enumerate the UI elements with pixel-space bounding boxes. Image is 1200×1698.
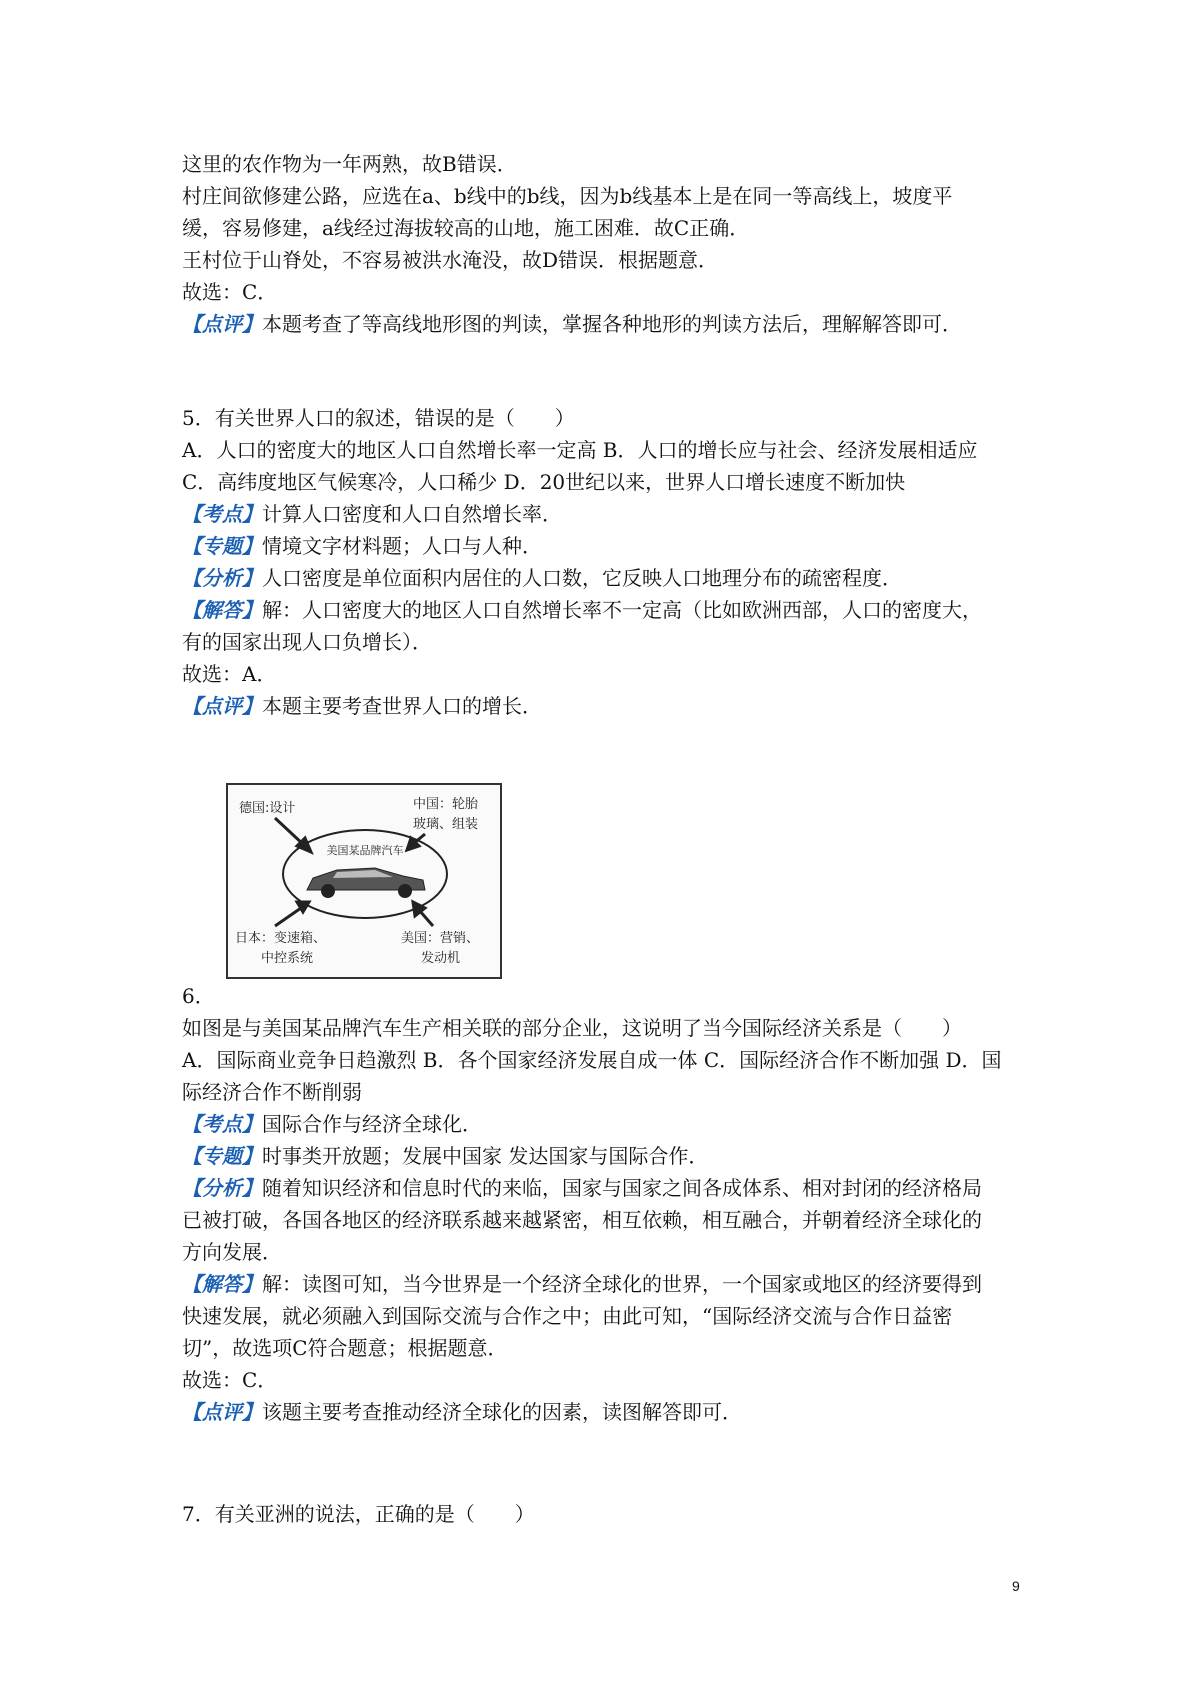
question-5-options-2: C．高纬度地区气候寒冷，人口稀少 D．20世纪以来，世界人口增长速度不断加快	[182, 470, 906, 494]
text-line: 切”，故选项C符合题意；根据题意．	[182, 1336, 508, 1360]
figure-label-germany: 德国:设计	[239, 801, 296, 816]
comment-text: 本题主要考查世界人口的增长．	[262, 694, 542, 718]
kaodian-tag: 【考点】	[182, 502, 262, 526]
comment-tag: 【点评】	[182, 1400, 262, 1424]
text-line: 快速发展，就必须融入到国际交流与合作之中；由此可知，“国际经济交流与合作日益密	[182, 1304, 953, 1328]
zhuanti-line	[182, 530, 542, 562]
fenxi-text: 随着知识经济和信息时代的来临，国家与国家之间各成体系、相对封闭的经济格局	[262, 1176, 982, 1200]
kaodian-line	[182, 1108, 482, 1140]
kaodian-line	[182, 498, 562, 530]
text-line: 缓，容易修建，a线经过海拔较高的山地，施工困难．故C正确．	[182, 216, 750, 240]
jieda-line	[182, 594, 982, 626]
zhuanti-line	[182, 1140, 708, 1172]
comment-tag: 【点评】	[182, 312, 262, 336]
text-line: 村庄间欲修建公路，应选在a、b线中的b线，因为b线基本上是在同一等高线上，坡度平	[182, 184, 953, 208]
fenxi-line	[182, 1172, 982, 1204]
figure-label-china-1: 中国：轮胎	[413, 797, 479, 812]
fenxi-text: 人口密度是单位面积内居住的人口数，它反映人口地理分布的疏密程度．	[262, 566, 902, 590]
answer-line: 故选：C．	[182, 1368, 278, 1392]
text-line: 已被打破，各国各地区的经济联系越来越紧密，相互依赖，相互融合，并朝着经济全球化的	[182, 1208, 982, 1232]
answer-line: 故选：A．	[182, 662, 277, 686]
jieda-tag: 【解答】	[182, 598, 262, 622]
question-5-options-1: A．人口的密度大的地区人口自然增长率一定高 B．人口的增长应与社会、经济发展相适应	[182, 438, 978, 462]
question-6-stem: 如图是与美国某品牌汽车生产相关联的部分企业，这说明了当今国际经济关系是（ ）	[182, 1016, 962, 1040]
fenxi-tag: 【分析】	[182, 1176, 262, 1200]
question-7: 7．有关亚洲的说法，正确的是（ ）	[182, 1502, 535, 1526]
comment-line	[182, 308, 962, 340]
page-number: 9	[1012, 1578, 1020, 1594]
comment-tag: 【点评】	[182, 694, 262, 718]
answer-line: 故选：C．	[182, 280, 278, 304]
text-line: 方向发展．	[182, 1240, 282, 1264]
figure-label-usa-2: 发动机	[421, 951, 461, 966]
kaodian-tag: 【考点】	[182, 1112, 262, 1136]
zhuanti-text: 时事类开放题；发展中国家 发达国家与国际合作．	[262, 1144, 709, 1168]
comment-line	[182, 690, 542, 722]
kaodian-text: 计算人口密度和人口自然增长率．	[262, 502, 562, 526]
text-line: 王村位于山脊处，不容易被洪水淹没，故D错误．根据题意．	[182, 248, 719, 272]
car-supply-chain-figure	[225, 782, 503, 980]
comment-text: 本题考查了等高线地形图的判读，掌握各种地形的判读方法后，理解解答即可．	[262, 312, 962, 336]
text-line: 这里的农作物为一年两熟，故B错误．	[182, 152, 517, 176]
fenxi-tag: 【分析】	[182, 566, 262, 590]
zhuanti-tag: 【专题】	[182, 534, 262, 558]
jieda-tag: 【解答】	[182, 1272, 262, 1296]
zhuanti-tag: 【专题】	[182, 1144, 262, 1168]
fenxi-line	[182, 562, 902, 594]
zhuanti-text: 情境文字材料题；人口与人种．	[262, 534, 542, 558]
text-line: 有的国家出现人口负增长）．	[182, 630, 432, 654]
figure-label-china-2: 玻璃、组装	[413, 817, 479, 832]
jieda-text: 解：读图可知，当今世界是一个经济全球化的世界，一个国家或地区的经济要得到	[262, 1272, 982, 1296]
comment-text: 该题主要考查推动经济全球化的因素，读图解答即可．	[262, 1400, 742, 1424]
question-6-options-2: 际经济合作不断削弱	[182, 1080, 362, 1104]
question-6-options-1: A．国际商业竞争日趋激烈 B．各个国家经济发展自成一体 C．国际经济合作不断加强 D．国	[182, 1048, 1002, 1072]
jieda-text: 解：人口密度大的地区人口自然增长率不一定高（比如欧洲西部，人口的密度大，	[262, 598, 982, 622]
question-5: 5．有关世界人口的叙述，错误的是（ ）	[182, 406, 575, 430]
question-6-number: 6．	[182, 984, 215, 1008]
figure-label-japan-2: 中控系统	[261, 951, 314, 966]
comment-line	[182, 1396, 742, 1428]
figure-label-japan-1: 日本：变速箱、	[235, 931, 327, 946]
kaodian-text: 国际合作与经济全球化．	[262, 1112, 482, 1136]
jieda-line	[182, 1268, 982, 1300]
figure-label-usa-1: 美国：营销、	[401, 931, 480, 946]
figure-center-label: 美国某品牌汽车	[326, 844, 404, 857]
